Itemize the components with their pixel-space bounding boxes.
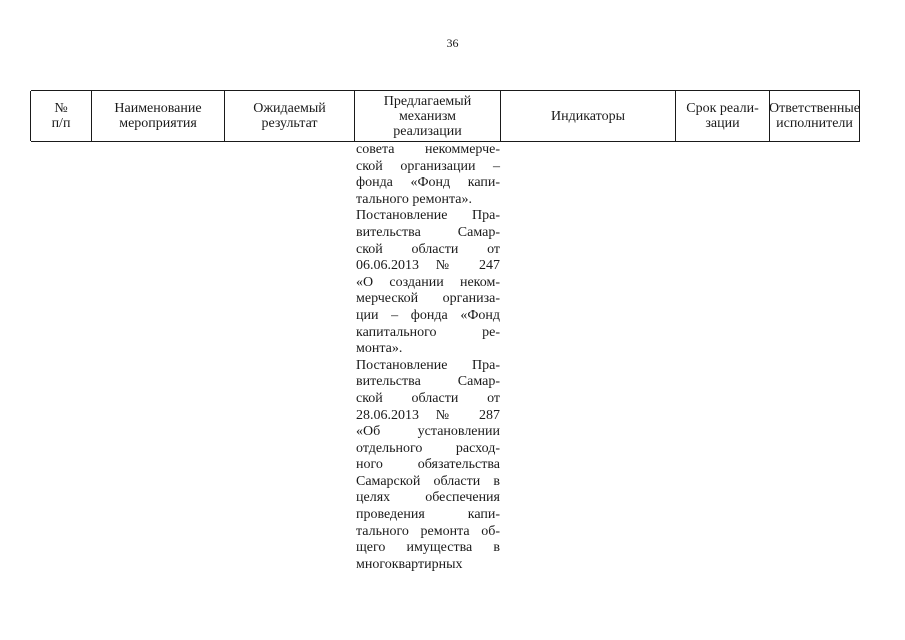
- header-cell-event-name: Наименование мероприятия: [92, 91, 225, 141]
- text-line: ской области от: [356, 241, 500, 257]
- text-line: тального ремонта».: [356, 191, 472, 207]
- text-line: ного обязательства: [356, 457, 500, 473]
- header-cell-indicators: Индикаторы: [501, 91, 676, 141]
- mechanism-paragraph: [356, 208, 500, 357]
- header-cell-number: № п/п: [30, 91, 92, 141]
- text-line: тального ремонта об-: [356, 523, 500, 539]
- text-line: ской организации –: [356, 158, 500, 174]
- mechanism-cell-text: [356, 142, 500, 573]
- text-line: ской области от: [356, 390, 500, 406]
- text-line: 28.06.2013 № 287: [356, 407, 500, 423]
- text-line: совета некоммерче-: [356, 142, 500, 157]
- text-line: монта».: [356, 341, 403, 357]
- header-cell-mechanism: Предлагаемый механизм реализации: [355, 91, 501, 141]
- text-line: целях обеспечения: [356, 490, 500, 506]
- text-line: капитального ре-: [356, 324, 500, 340]
- text-line: вительства Самар-: [356, 374, 500, 390]
- text-line: ции – фонда «Фонд: [356, 307, 500, 323]
- page-number: 36: [446, 36, 459, 50]
- text-line: «Об установлении: [356, 424, 500, 440]
- text-line: «О создании неком-: [356, 274, 500, 290]
- text-line: Постановление Пра-: [356, 357, 500, 373]
- header-cell-deadline: Срок реали- зации: [676, 91, 770, 141]
- text-line: отдельного расход-: [356, 440, 500, 456]
- mechanism-paragraph: [356, 358, 500, 574]
- text-line: многоквартирных: [356, 556, 463, 572]
- text-line: 06.06.2013 № 247: [356, 258, 500, 274]
- table-header: [31, 90, 860, 142]
- text-line: мерческой организа-: [356, 291, 500, 307]
- text-line: Постановление Пра-: [356, 208, 500, 224]
- text-line: Самарской области в: [356, 473, 500, 489]
- text-line: вительства Самар-: [356, 224, 500, 240]
- text-line: щего имущества в: [356, 540, 500, 556]
- text-line: фонда «Фонд капи-: [356, 175, 500, 191]
- header-cell-responsible: Ответственные исполнители: [770, 91, 860, 141]
- mechanism-paragraph: [356, 142, 500, 208]
- text-line: проведения капи-: [356, 507, 500, 523]
- header-cell-expected-result: Ожидаемый результат: [225, 91, 355, 141]
